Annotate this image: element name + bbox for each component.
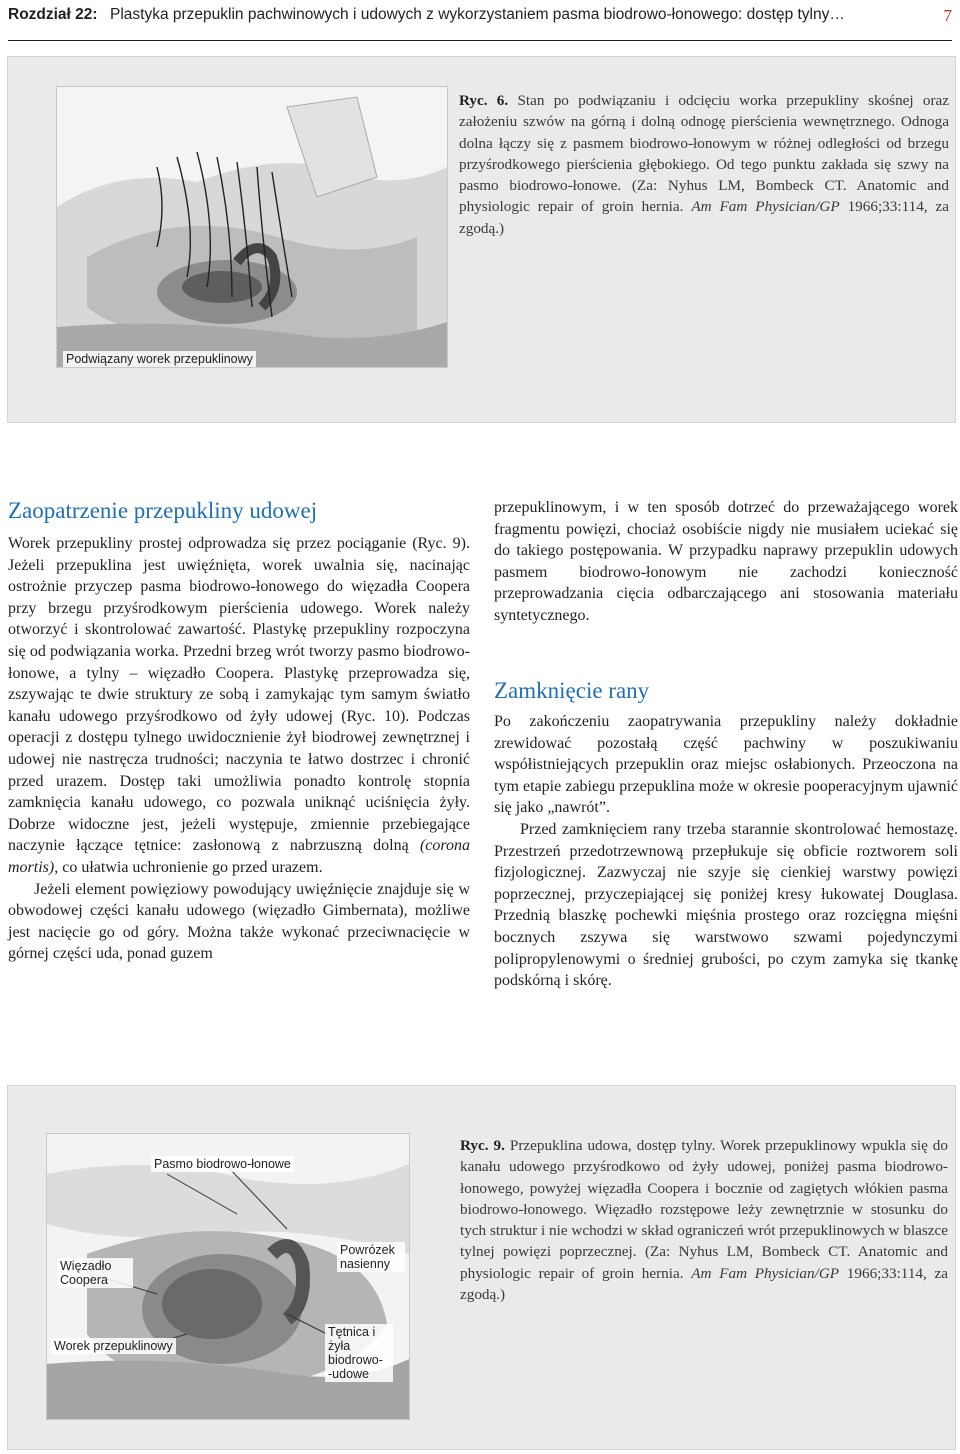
figure-6-caption-label: Ryc. 6. [459,92,509,109]
header-divider [8,40,952,41]
page-header [8,6,952,32]
section-2-paragraph-2: Przed zamknięciem rany trzeba starannie skontrolować hemostazę. Przestrzeń przedotrzewnową przepłukuje się obficie roztworem soli fizjologicznej. Zazwyczaj nie szyje się cienkiej warstwy powięzi poprzecznej, przyczepiającej się poniżej kresy łukowatej Douglasa. Przednią blaszkę pochewki mięśnia prostego oraz rozcięgna mięśni bocznych zszywa się warstwowo szwami pojedynczymi polipropylenowymi o średniej grubości, po czym zamyka się tkankę podskórną i skórę. [494,820,958,990]
figure-9-caption-label: Ryc. 9. [460,1137,505,1154]
section-2-body [494,711,958,992]
figure-6-caption-tail: 1966;33:114, za zgodą.) [459,198,949,237]
figure-9-caption [460,1135,948,1305]
chapter-title: Plastyka przepuklin pachwinowych i udowych z wykorzystaniem pasma biodrowo-łonowego: dostęp tylny… [110,6,845,23]
figure-6-caption-text: Stan po podwiązaniu i odcięciu worka przepukliny skośnej oraz założeniu szwów na górną i dolną odnogę pierścienia wewnętrznego. Odnoga dolna łączy się z pasmem biodrowo-łonowym w różnej odległości od brzegu przyśrodkowego pierścienia głębokiego. Od tego punktu zakłada się szwy na pasmo biodrowo-łonowe. (Za: Nyhus LM, Bombeck CT. Anatomic and physiologic repair of groin hernia. [459,92,950,216]
page-number: 7 [943,6,952,25]
section-1-p1-italic: (corona mortis) [8,837,471,876]
section-1-paragraph-1 [8,533,470,879]
surgical-drawing-6 [57,87,447,367]
section-1-paragraph-2: Jeżeli element powięziowy powodujący uwięźnięcie znajduje się w obwodowej części kanału udowego (więzadło Gimbernata), możliwe jest nacięcie go od góry. Można także wykonać przeciwnacięcie w górnej części uda, ponad guzem [8,880,470,963]
figure-9-illustration [46,1133,410,1420]
section-1-p1-tail: , co ułatwia uchronienie go przed urazem. [54,858,323,876]
label-iliofemoral-vessels: Tętnica i żyła biodrowo- -udowe [325,1324,393,1382]
left-column [8,533,470,965]
chapter-label: Rozdział 22: [8,6,98,23]
section-1-p1-text: Worek przepukliny prostej odprowadza się przez pociąganie (Ryc. 9). Jeżeli przepuklina jest uwięźnięta, worek uwalnia się, nacinając ostrożnie przyczep pasma biodrowo-łonowego do więzadła Coopera przy brzegu przyśrodkowym pierścienia udowego. Worek należy otworzyć i skontrolować zawartość. Plastykę przepukliny rozpoczyna się od podwiązania worka. Przedni brzeg wrót tworzy pasmo biodrowo-łonowe, a tylny – więzadło Coopera. Plastykę przeprowadza się, zszywając te dwie struktury ze sobą i zamykając tym samym światło kanału udowego przyśrodkowo od żyły udowej (Ryc. 10). Podczas operacji z dostępu tylnego uwidocznienie żył biodrowej zewnętrznej i udowej nie nastręcza trudności; naczynia te łatwo dostrzec i chronić przed urazem. Dostęp taki umożliwia ponadto kontrolę stopnia zamknięcia kanału udowego, co pozwala uniknąć uciśnięcia żyły. Dobrze widoczne jest, jeżeli występuje, zmiennie przebiegające naczynie łączące tętnice: zasłonową z nabrzuszną dolną [8,535,470,855]
figure-9-caption-text: Przepuklina udowa, dostęp tylny. Worek przepuklinowy wpukla się do kanału udowego przyśrodkowo od żyły udowej, poniżej pasma biodrowo-łonowego, powyżej więzadła Coopera i bocznie od zagiętych włókien pasma biodrowo-łonowego. Więzadło rozstępowe leży zewnętrznie w stosunku do tych struktur i nie wchodzi w skład ograniczeń wrót przepuklinowych w blaszce tylnej powięzi poprzecznej. (Za: Nyhus LM, Bombeck CT. Anatomic and physiologic repair of groin hernia. [460,1137,948,1282]
figure-9-caption-tail: 1966;33:114, za zgodą.) [460,1264,948,1304]
label-ligated-sac: Podwiązany worek przepuklinowy [63,351,256,367]
section-2-paragraph-1: Po zakończeniu zaopatrywania przepukliny należy dokładnie zrewidować pozostałą część pachwiny w poszukiwaniu współistniejących przepuklin oraz miejsc osłabionych. Przeoczona na tym etapie zabiegu przepuklina może w okresie pooperacyjnym ujawnić się jako „nawrót”. [494,713,958,817]
section-title-wound-closure: Zamknięcie rany [494,678,650,703]
figure-6-illustration [56,86,448,368]
label-cooper-ligament: Więzadło Coopera [57,1258,133,1288]
figure-6-caption-journal: Am Fam Physician/GP [691,198,840,216]
label-iliopubic-tract: Pasmo biodrowo-łonowe [151,1156,294,1172]
section-title-femoral-hernia: Zaopatrzenie przepukliny udowej [8,498,318,523]
label-spermatic-cord: Powrózek nasienny [337,1242,405,1272]
figure-9-caption-journal: Am Fam Physician/GP [691,1264,840,1282]
figure-6-caption [459,90,949,239]
section-1-paragraph-2-continued: przepuklinowym, i w ten sposób dotrzeć do przeważającego worek fragmentu powięzi, chociaż osobiście nigdy nie musiałem uciekać się do takiego postępowania. W przypadku naprawy przepuklin udowych pasmem biodrowo-łonowym nie zachodzi konieczność przeprowadzania cięcia odbarczającego ani stosowania materiału syntetycznego. [494,499,958,624]
label-hernia-sac: Worek przepuklinowy [51,1338,176,1354]
